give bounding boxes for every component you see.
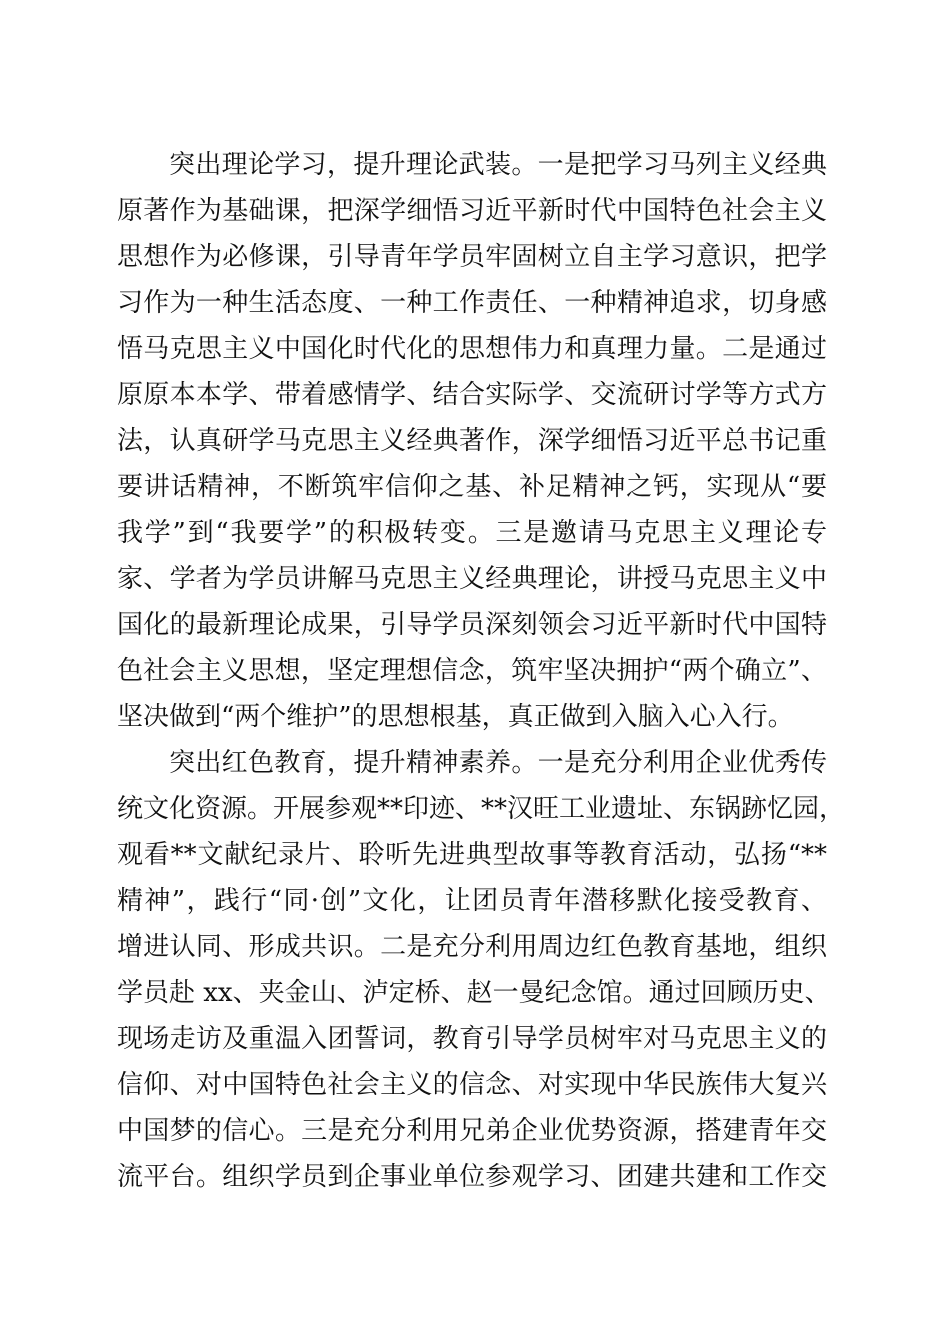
text-line: 色社会主义思想，坚定理想信念，筑牢坚决拥护“两个确立”、 (117, 656, 827, 686)
text-line: 家、学者为学员讲解马克思主义经典理论，讲授马克思主义中 (117, 564, 827, 594)
text-line: 思想作为必修课，引导青年学员牢固树立自主学习意识，把学 (117, 242, 827, 272)
text-line: 原原本本学、带着感情学、结合实际学、交流研讨学等方式方 (117, 380, 827, 410)
text-line: 突出红色教育，提升精神素养。一是充分利用企业优秀传 (169, 748, 827, 778)
text-line: 坚决做到“两个维护”的思想根基，真正做到入脑入心入行。 (117, 702, 794, 732)
text-line: 学员赴 xx、夹金山、泸定桥、赵一曼纪念馆。通过回顾历史、 (117, 978, 831, 1008)
text-line: 国化的最新理论成果，引导学员深刻领会习近平新时代中国特 (117, 610, 827, 640)
text-line: 原著作为基础课，把深学细悟习近平新时代中国特色社会主义 (117, 196, 827, 226)
text-line: 突出理论学习，提升理论武装。一是把学习马列主义经典 (169, 150, 827, 180)
text-line: 现场走访及重温入团誓词，教育引导学员树牢对马克思主义的 (117, 1024, 827, 1054)
text-line: 精神”，践行“同·创”文化，让团员青年潜移默化接受教育、 (117, 886, 827, 916)
text-line: 统文化资源。开展参观**印迹、**汉旺工业遗址、东锅跡忆园， (117, 794, 846, 824)
text-line: 增进认同、形成共识。二是充分利用周边红色教育基地，组织 (117, 932, 827, 962)
text-line: 要讲话精神，不断筑牢信仰之基、补足精神之钙，实现从“要 (117, 472, 827, 502)
text-line: 观看**文献纪录片、聆听先进典型故事等教育活动，弘扬“** (117, 840, 827, 870)
text-line: 习作为一种生活态度、一种工作责任、一种精神追求，切身感 (117, 288, 827, 318)
text-line: 信仰、对中国特色社会主义的信念、对实现中华民族伟大复兴 (117, 1070, 827, 1100)
text-line: 流平台。组织学员到企事业单位参观学习、团建共建和工作交 (117, 1162, 827, 1192)
text-line: 我学”到“我要学”的积极转变。三是邀请马克思主义理论专 (117, 518, 827, 548)
text-line: 中国梦的信心。三是充分利用兄弟企业优势资源，搭建青年交 (117, 1116, 827, 1146)
document-body (117, 142, 846, 1200)
text-line: 法，认真研学马克思主义经典著作，深学细悟习近平总书记重 (117, 426, 827, 456)
text-line: 悟马克思主义中国化时代化的思想伟力和真理力量。二是通过 (117, 334, 827, 364)
